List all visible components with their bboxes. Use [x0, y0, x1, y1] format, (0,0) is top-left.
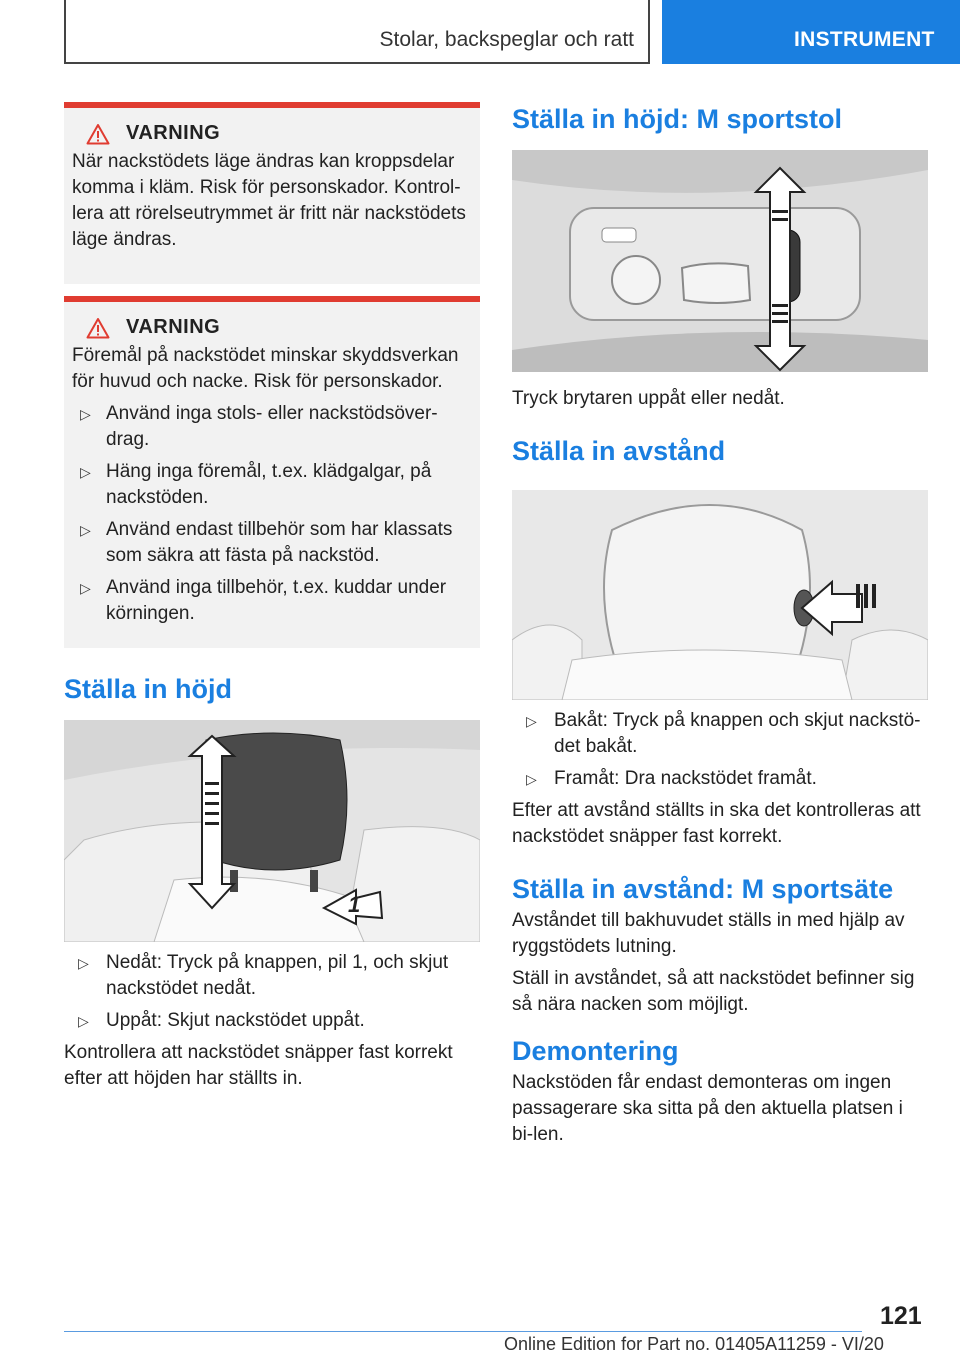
removal-text: Nackstöden får endast demonteras om ingen passagerare ska sitta på den aktuella platsen i bi-len.	[512, 1072, 903, 1145]
list-item: ▷ Nedåt: Tryck på knappen, pil 1, och skjut nackstödet nedåt.	[78, 952, 449, 999]
sport-seat-switch-illustration	[512, 150, 928, 372]
warning-text: Föremål på nackstödet minskar skyddsverkan för huvud och nacke. Risk för personskador.	[72, 345, 459, 392]
triangle-bullet-icon: ▷	[526, 771, 537, 787]
heading-distance-m: Ställa in avstånd: M sportsäte	[512, 874, 894, 904]
heading-height-m: Ställa in höjd: M sportstol	[512, 104, 842, 134]
list-item: ▷ Använd inga stols- eller nackstödsöver-drag.	[80, 403, 438, 450]
header-chapter-title: INSTRUMENT	[794, 28, 935, 51]
list-item: ▷ Bakåt: Tryck på knappen och skjut nackstö-det bakåt.	[526, 710, 921, 757]
warning-text: När nackstödets läge ändras kan kroppsdelar komma i kläm. Risk för personskador. Kontrol-lera att rörelseutrymmet är fritt när nackstödets läge ändras.	[72, 151, 466, 250]
header-section-title: Stolar, backspeglar och ratt	[379, 28, 634, 51]
warning-title: VARNING	[126, 122, 221, 144]
headrest-distance-drawing	[512, 490, 928, 700]
left-column	[64, 102, 480, 1092]
right-column	[512, 102, 928, 1148]
heading-removal: Demontering	[512, 1036, 679, 1066]
list-item: ▷ Använd endast tillbehör som har klassats som säkra att fästa på nackstöd.	[80, 519, 453, 566]
distance-note: Efter att avstånd ställts in ska det kontrolleras att nackstödet snäpper fast korrekt.	[512, 800, 921, 847]
triangle-bullet-icon: ▷	[80, 522, 91, 538]
triangle-bullet-icon: ▷	[78, 955, 89, 971]
header-section-tab	[64, 0, 650, 64]
list-item: ▷ Använd inga tillbehör, t.ex. kuddar under körningen.	[80, 577, 447, 624]
triangle-bullet-icon: ▷	[78, 1013, 89, 1029]
list-item: ▷ Framåt: Dra nackstödet framåt.	[512, 766, 928, 792]
sport-seat-switch-drawing	[512, 150, 928, 372]
header-chapter-tab	[662, 0, 960, 64]
heading-distance: Ställa in avstånd	[512, 436, 726, 466]
height-note: Kontrollera att nackstödet snäpper fast korrekt efter att höjden har ställts in.	[64, 1042, 453, 1089]
footer-rule	[64, 1331, 862, 1332]
footer-edition: Online Edition for Part no. 01405A11259 - VI/20	[504, 1334, 884, 1354]
warning-header	[86, 122, 472, 145]
distance-m-p2: Ställ in avståndet, så att nackstödet befinner sig så nära nacken som möjligt.	[512, 968, 915, 1015]
triangle-bullet-icon: ▷	[80, 464, 91, 480]
triangle-bullet-icon: ▷	[80, 406, 91, 422]
triangle-bullet-icon: ▷	[80, 580, 91, 596]
headrest-distance-illustration	[512, 490, 928, 700]
warning-box-2	[64, 296, 480, 648]
distance-m-p1: Avståndet till bakhuvudet ställs in med hjälp av ryggstödets lutning.	[512, 910, 905, 957]
height-m-text: Tryck brytaren uppåt eller nedåt.	[512, 388, 785, 409]
heading-height: Ställa in höjd	[64, 674, 233, 704]
warning-list	[72, 401, 472, 627]
headrest-height-illustration	[64, 720, 480, 942]
distance-list	[512, 708, 928, 792]
page-number: 121	[880, 1302, 922, 1330]
list-item: ▷ Häng inga föremål, t.ex. klädgalgar, på nackstöden.	[80, 461, 432, 508]
callout-1: 1	[348, 892, 361, 917]
warning-triangle-icon	[86, 317, 110, 339]
height-list	[64, 950, 480, 1034]
warning-box-1	[64, 102, 480, 284]
warning-title: VARNING	[126, 316, 221, 338]
list-item: ▷ Uppåt: Skjut nackstödet uppåt.	[64, 1008, 480, 1034]
headrest-height-drawing	[64, 720, 480, 942]
triangle-bullet-icon: ▷	[526, 713, 537, 729]
warning-header	[86, 316, 472, 339]
warning-triangle-icon	[86, 123, 110, 145]
